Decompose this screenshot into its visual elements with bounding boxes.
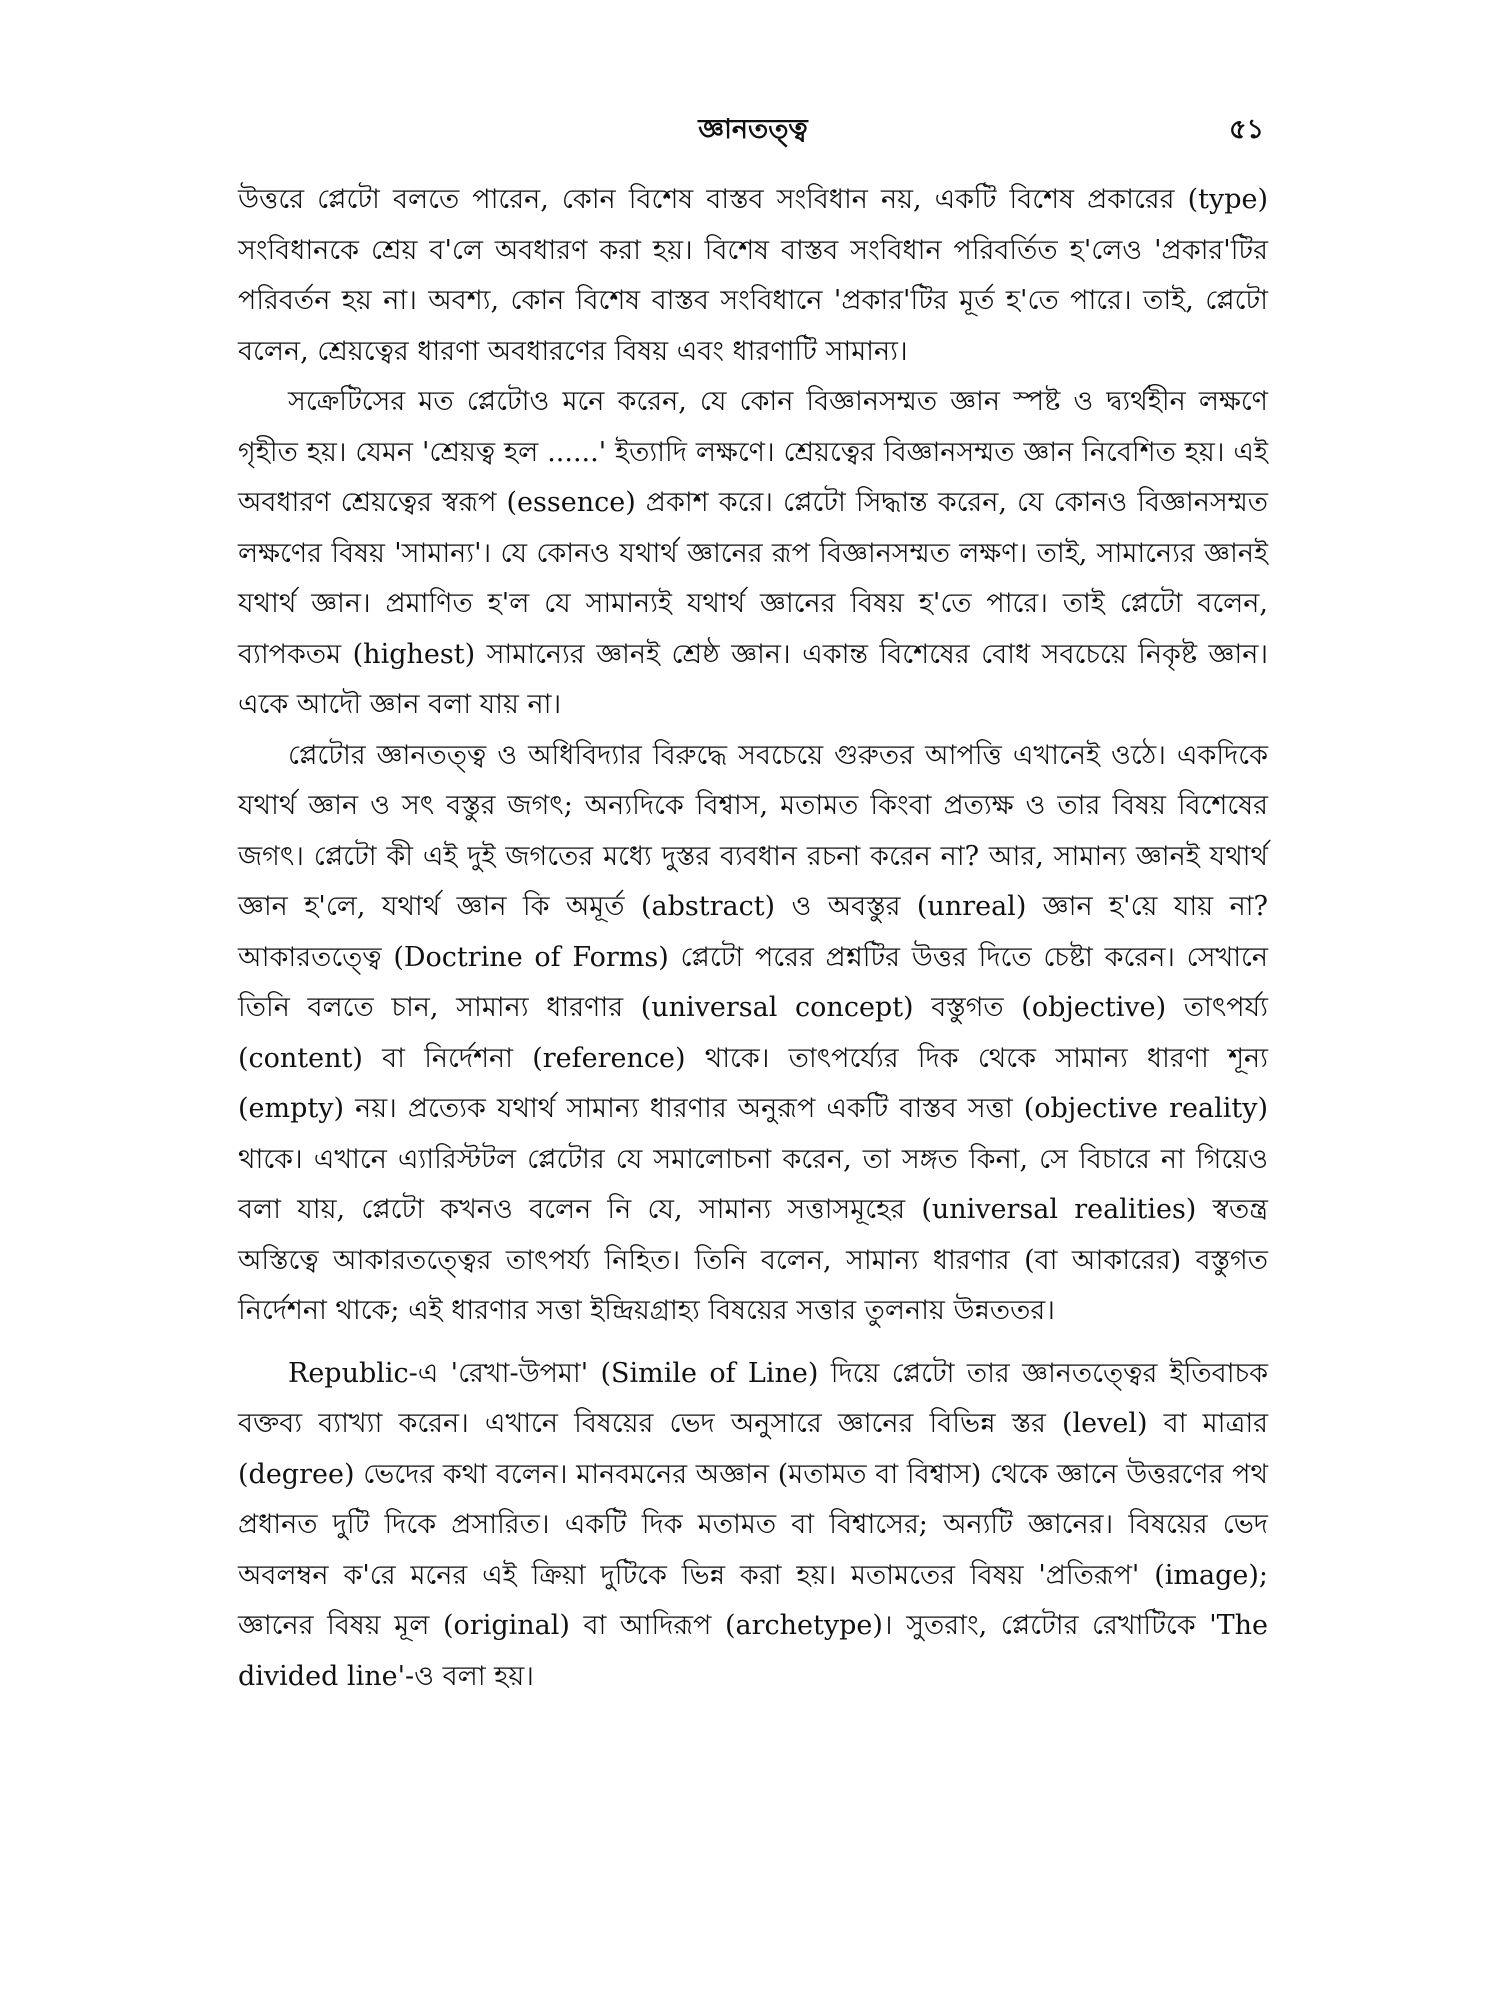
- running-title: জ্ঞানতত্ত্ব: [698, 114, 808, 145]
- paragraph-4: Republic-এ 'রেখা-উপমা' (Simile of Line) দিয়ে প্লেটো তার জ্ঞানতত্ত্বের ইতিবাচক বক্তব্য ব্যাখ্যা করেন। এখানে বিষয়ের ভেদ অনুসারে জ্ঞানের বিভিন্ন স্তর (level) বা মাত্রার (degree) ভেদের কথা বলেন। মানবমনের অজ্ঞান (মতামত বা বিশ্বাস) থেকে জ্ঞানে উত্তরণের পথ প্রধানত দুটি দিকে প্রসারিত। একটি দিক মতামত বা বিশ্বাসের; অন্যটি জ্ঞানের। বিষয়ের ভেদ অবলম্বন ক'রে মনের এই ক্রিয়া দুটিকে ভিন্ন করা হয়। মতামতের বিষয় 'প্রতিরূপ' (image); জ্ঞানের বিষয় মূল (original) বা আদিরূপ (archetype)। সুতরাং, প্লেটোর রেখাটিকে 'The divided line'-ও বলা হয়।: [238, 1357, 1268, 1692]
- paragraph-1: উত্তরে প্লেটো বলতে পারেন, কোন বিশেষ বাস্তব সংবিধান নয়, একটি বিশেষ প্রকারের (type) সংবিধানকে শ্রেয় ব'লে অবধারণ করা হয়। বিশেষ বাস্তব সংবিধান পরিবর্তিত হ'লেও 'প্রকার'টির পরিবর্তন হয় না। অবশ্য, কোন বিশেষ বাস্তব সংবিধানে 'প্রকার'টির মূর্ত হ'তে পারে। তাই, প্লেটো বলেন, শ্রেয়ত্বের ধারণা অবধারণের বিষয় এবং ধারণাটি সামান্য।: [238, 184, 1268, 367]
- paragraph-2: সক্রেটিসের মত প্লেটোও মনে করেন, যে কোন বিজ্ঞানসম্মত জ্ঞান স্পষ্ট ও দ্ব্যর্থহীন লক্ষণে গৃহীত হয়। যেমন 'শ্রেয়ত্ব হল ......' ইত্যাদি লক্ষণে। শ্রেয়ত্বের বিজ্ঞানসম্মত জ্ঞান নিবেশিত হয়। এই অবধারণ শ্রেয়ত্বের স্বরূপ (essence) প্রকাশ করে। প্লেটো সিদ্ধান্ত করেন, যে কোনও বিজ্ঞানসম্মত লক্ষণের বিষয় 'সামান্য'। যে কোনও যথার্থ জ্ঞানের রূপ বিজ্ঞানসম্মত লক্ষণ। তাই, সামান্যের জ্ঞানই যথার্থ জ্ঞান। প্রমাণিত হ'ল যে সামান্যই যথার্থ জ্ঞানের বিষয় হ'তে পারে। তাই প্লেটো বলেন, ব্যাপকতম (highest) সামান্যের জ্ঞানই শ্রেষ্ঠ জ্ঞান। একান্ত বিশেষের বোধ সবচেয়ে নিকৃষ্ট জ্ঞান। একে আদৌ জ্ঞান বলা যায় না।: [238, 386, 1268, 720]
- paragraph-3: প্লেটোর জ্ঞানতত্ত্ব ও অধিবিদ্যার বিরুদ্ধে সবচেয়ে গুরুতর আপত্তি এখানেই ওঠে। একদিকে যথার্থ জ্ঞান ও সৎ বস্তুর জগৎ; অন্যদিকে বিশ্বাস, মতামত কিংবা প্রত্যক্ষ ও তার বিষয় বিশেষের জগৎ। প্লেটো কী এই দুই জগতের মধ্যে দুস্তর ব্যবধান রচনা করেন না? আর, সামান্য জ্ঞানই যথার্থ জ্ঞান হ'লে, যথার্থ জ্ঞান কি অমূর্ত (abstract) ও অবস্তুর (unreal) জ্ঞান হ'য়ে যায় না? আকারতত্ত্বে (Doctrine of Forms) প্লেটো পরের প্রশ্নটির উত্তর দিতে চেষ্টা করেন। সেখানে তিনি বলতে চান, সামান্য ধারণার (universal concept) বস্তুগত (objective) তাৎপর্য্য (content) বা নির্দেশনা (reference) থাকে। তাৎপর্য্যের দিক থেকে সামান্য ধারণা শূন্য (empty) নয়। প্রত্যেক যথার্থ সামান্য ধারণার অনুরূপ একটি বাস্তব সত্তা (objective reality) থাকে। এখানে এ্যারিস্টটল প্লেটোর যে সমালোচনা করেন, তা সঙ্গত কিনা, সে বিচারে না গিয়েও বলা যায়, প্লেটো কখনও বলেন নি যে, সামান্য সত্তাসমূহের (universal realities) স্বতন্ত্র অস্তিত্বে আকারতত্ত্বের তাৎপর্য্য নিহিত। তিনি বলেন, সামান্য ধারণার (বা আকারের) বস্তুগত নির্দেশনা থাকে; এই ধারণার সত্তা ইন্দ্রিয়গ্রাহ্য বিষয়ের সত্তার তুলনায় উন্নততর।: [238, 739, 1268, 1326]
- body-text: [238, 175, 1268, 1702]
- running-header: [238, 108, 1268, 152]
- page-number: ৫১: [1228, 114, 1264, 145]
